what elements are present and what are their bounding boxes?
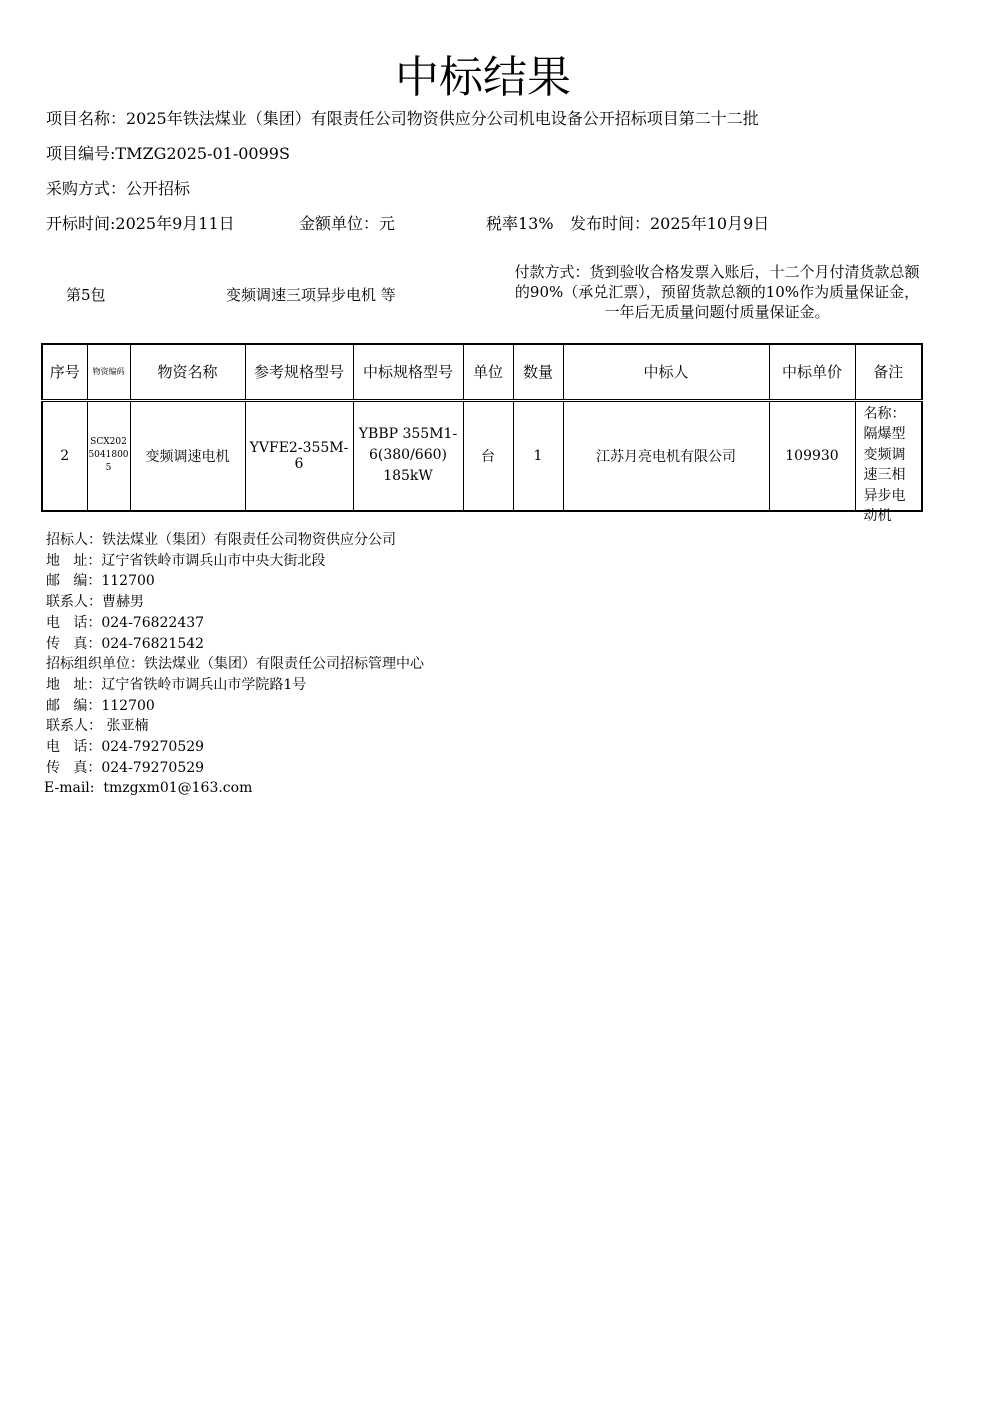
cell-ref-spec: YVFE2-355M-6: [245, 400, 353, 511]
procurement-method: 采购方式：公开招标: [46, 179, 191, 198]
header-win-spec: 中标规格型号: [353, 344, 463, 400]
cell-win-spec: YBBP 355M1-6(380/660) 185kW: [353, 400, 463, 511]
project-number: 项目编号:TMZG2025-01-0099S: [46, 144, 290, 163]
header-unit: 单位: [463, 344, 513, 400]
agency-address: 地 址：辽宁省铁岭市调兵山市学院路1号: [46, 676, 307, 693]
cell-qty: 1: [513, 400, 563, 511]
tenderer-name: 招标人：铁法煤业（集团）有限责任公司物资供应分公司: [46, 532, 396, 548]
currency-unit: 金额单位：元: [299, 214, 396, 233]
tenderer-phone: 电 话：024-76822437: [46, 614, 205, 631]
remark-text: 名称：隔爆型变频调速三相异步电动机: [863, 405, 906, 524]
tax-rate: 税率13%: [486, 214, 554, 233]
package-description: 变频调速三项异步电机 等: [226, 286, 396, 304]
email: E-mail: tmzgxm01@163.com: [44, 780, 253, 797]
header-code: 物资编码: [87, 344, 130, 400]
agency-contact: 联系人： 张亚楠: [46, 718, 149, 735]
open-time: 开标时间:2025年9月11日: [46, 214, 235, 233]
header-unit-price: 中标单价: [769, 344, 855, 400]
contact-block: [46, 530, 424, 799]
tenderer-postcode: 邮 编：112700: [46, 573, 155, 590]
tenderer-address: 地 址：辽宁省铁岭市调兵山市中央大街北段: [46, 552, 326, 569]
cell-name: 变频调速电机: [130, 400, 245, 511]
cell-remark: [855, 400, 922, 524]
cell-code: SCX20250418005: [87, 400, 130, 511]
agency-postcode: 邮 编：112700: [46, 697, 155, 714]
header-qty: 数量: [513, 344, 563, 400]
table-header-row: [42, 344, 922, 400]
header-name: 物资名称: [130, 344, 245, 400]
tenderer-contact: 联系人：曹赫男: [46, 594, 144, 611]
cell-unit-price: 109930: [769, 400, 855, 511]
agency-fax: 传 真：024-79270529: [46, 759, 205, 776]
package-label: 第5包: [66, 286, 106, 304]
result-table: [41, 343, 923, 524]
table-row: [42, 400, 922, 511]
agency-name: 招标组织单位：铁法煤业（集团）有限责任公司招标管理中心: [46, 656, 424, 673]
cell-seq: 2: [42, 400, 87, 511]
header-remark: 备注: [855, 344, 922, 400]
header-ref-spec: 参考规格型号: [245, 344, 353, 400]
publish-time: 发布时间：2025年10月9日: [570, 214, 770, 233]
agency-phone: 电 话：024-79270529: [46, 739, 205, 756]
cell-winner: 江苏月亮电机有限公司: [563, 400, 769, 511]
project-name: 项目名称：2025年铁法煤业（集团）有限责任公司物资供应分公司机电设备公开招标项目第二十二批: [46, 109, 759, 128]
payment-terms: 付款方式：货到验收合格发票入账后，十二个月付清货款总额的90%（承兑汇票），预留货款总额的10%作为质量保证金，一年后无质量问题付质量保证金。: [514, 263, 920, 321]
tenderer-fax: 传 真：024-76821542: [46, 635, 205, 652]
header-winner: 中标人: [563, 344, 769, 400]
cell-unit: 台: [463, 400, 513, 511]
header-seq: 序号: [42, 344, 87, 400]
page-title: 中标结果: [395, 52, 571, 103]
